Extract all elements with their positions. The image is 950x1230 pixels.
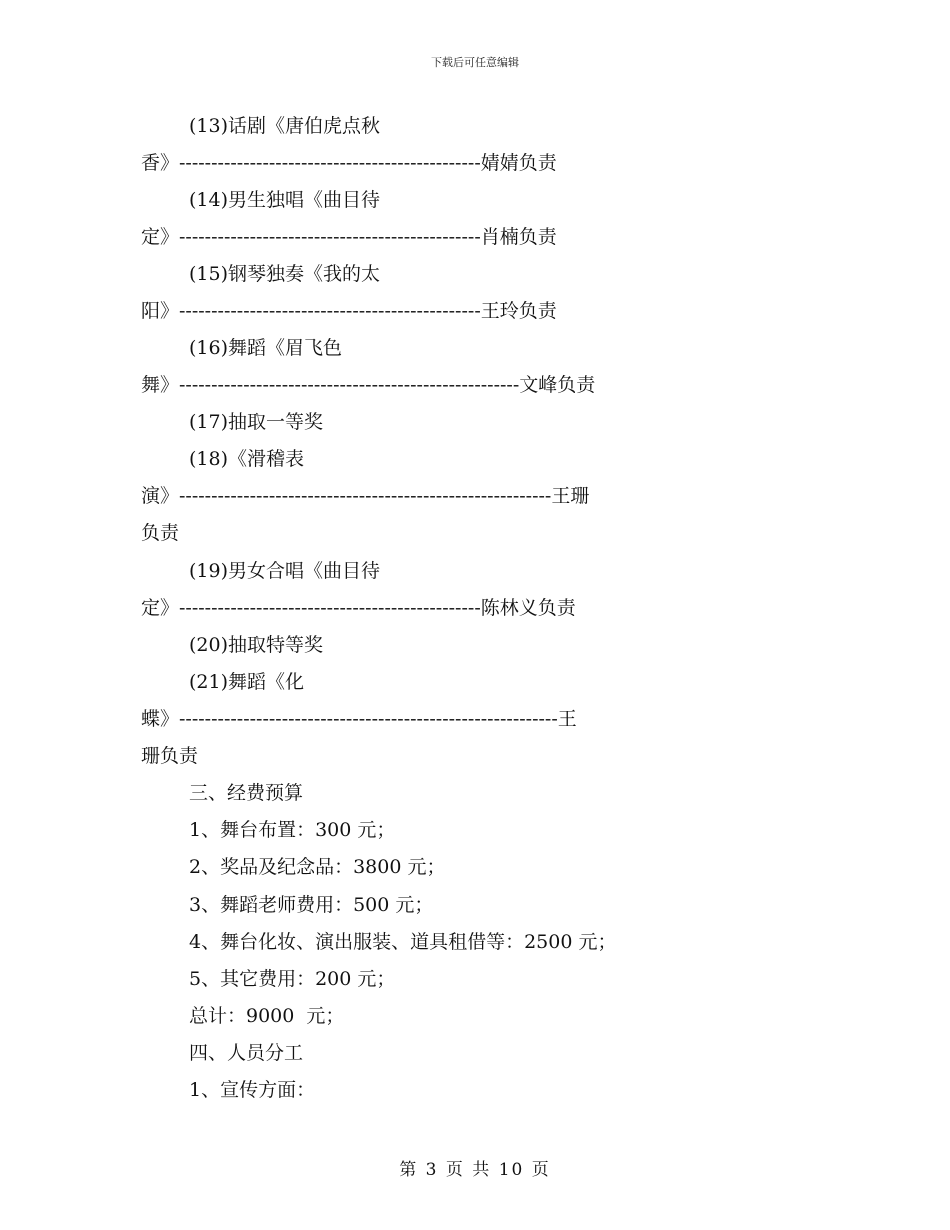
budget-item-4: 4、舞台化妆、演出服装、道具租借等：2500 元； [189,931,617,953]
staff-item-1: 1、宣传方面： [189,1079,316,1101]
program-item-19: (19)男女合唱《曲目待 [189,560,381,582]
program-item-21: (21)舞蹈《化 [189,671,305,693]
program-item-15: (15)钢琴独奏《我的太 [189,263,381,285]
program-item-18-cont-2: 负责 [141,522,180,544]
budget-item-1: 1、舞台布置：300 元； [189,819,396,841]
program-item-20: (20)抽取特等奖 [189,634,324,656]
program-item-13-cont: 香》-----------------------------------------------婧婧负责 [141,152,557,174]
section-heading-staff: 四、人员分工 [189,1042,304,1064]
program-item-16: (16)舞蹈《眉飞色 [189,337,343,359]
program-item-21-cont-2: 珊负责 [141,745,199,767]
budget-item-2: 2、奖品及纪念品：3800 元； [189,856,446,878]
section-heading-budget: 三、经费预算 [189,782,304,804]
program-item-15-cont: 阳》-----------------------------------------------王玲负责 [141,300,557,322]
program-item-14: (14)男生独唱《曲目待 [189,189,381,211]
budget-item-5: 5、其它费用：200 元； [189,968,396,990]
program-item-21-cont: 蝶》-----------------------------------------------------------王 [141,708,577,730]
page-header: 下载后可任意编辑 [431,56,519,69]
program-item-16-cont: 舞》-----------------------------------------------------文峰负责 [141,374,596,396]
program-item-18-cont: 演》----------------------------------------------------------王珊 [141,485,590,507]
program-item-13: (13)话剧《唐伯虎点秋 [189,115,381,137]
page-footer: 第 3 页 共 10 页 [399,1160,551,1180]
program-item-19-cont: 定》-----------------------------------------------陈林义负责 [141,597,576,619]
program-item-18: (18)《滑稽表 [189,448,305,470]
budget-total: 总计：9000 元； [189,1005,345,1027]
budget-item-3: 3、舞蹈老师费用：500 元； [189,894,434,916]
program-item-17: (17)抽取一等奖 [189,411,324,433]
program-item-14-cont: 定》-----------------------------------------------肖楠负责 [141,226,557,248]
